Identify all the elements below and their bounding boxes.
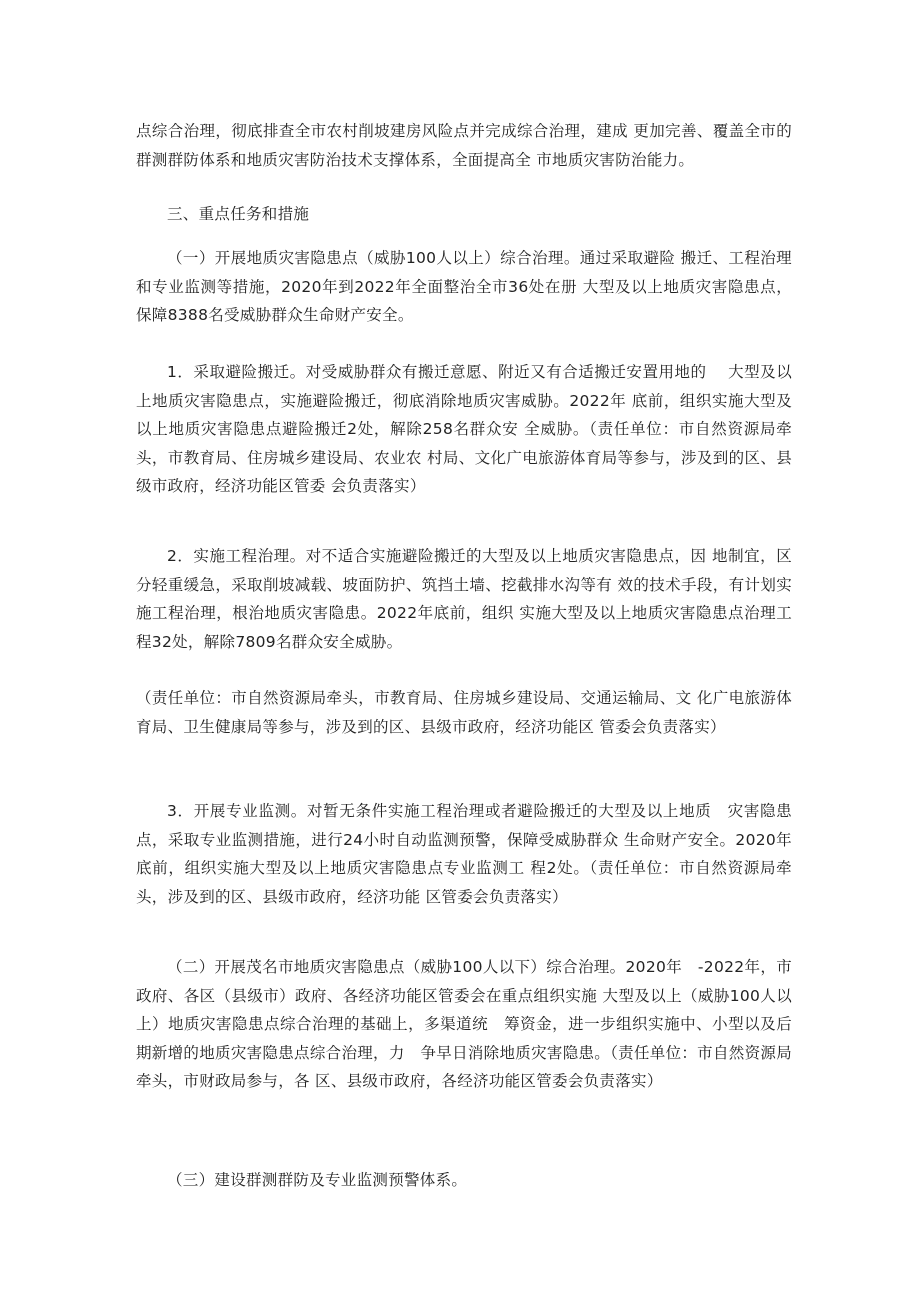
paragraph-item-1: （一）开展地质灾害隐患点（威胁100人以上）综合治理。通过采取避险 搬迁、工程治理和专业监测等措施，2020年到2022年全面整治全市36处在册 大型及以上地质灾害隐患点，保障8388名受威胁群众生命财产安全。 (136, 249, 792, 324)
paragraph-subitem-2-responsibility: （责任单位：市自然资源局牵头，市教育局、住房城乡建设局、交通运输局、文 化广电旅游体育局、卫生健康局等参与，涉及到的区、县级市政府，经济功能区 管委会负责落实） (136, 689, 792, 736)
paragraph-subitem-3: 3．开展专业监测。对暂无条件实施工程治理或者避险搬迁的大型及以上地质 灾害隐患点，采取专业监测措施，进行24小时自动监测预警，保障受威胁群众 生命财产安全。2020年底前，组织实施大型及以上地质灾害隐患点专业监测工 程2处。（责任单位：市自然资源局牵头，涉及到的区、县级市政府，经济功能 区管委会负责落实） (136, 802, 792, 906)
paragraph-intro-continuation: 点综合治理，彻底排查全市农村削坡建房风险点并完成综合治理，建成 更加完善、覆盖全市的群测群防体系和地质灾害防治技术支撑体系，全面提高全 市地质灾害防治能力。 (136, 122, 792, 169)
paragraph-subitem-2: 2．实施工程治理。对不适合实施避险搬迁的大型及以上地质灾害隐患点，因 地制宜，区分轻重缓急，采取削坡减载、坡面防护、筑挡土墙、挖截排水沟等有 效的技术手段，有计划实施工程治理，根治地质灾害隐患。2022年底前，组织 实施大型及以上地质灾害隐患点治理工程32处，解除7809名群众安全威胁。 (136, 547, 792, 651)
paragraph-item-2: （二）开展茂名市地质灾害隐患点（威胁100人以下）综合治理。2020年 -2022年，市政府、各区（县级市）政府、各经济功能区管委会在重点组织实施 大型及以上（威胁100人以上）地质灾害隐患点综合治理的基础上，多渠道统 筹资金，进一步组织实施中、小型以及后期新增的地质灾害隐患点综合治理，力 争早日消除地质灾害隐患。（责任单位：市自然资源局牵头，市财政局参与，各 区、县级市政府，各经济功能区管委会负责落实） (136, 958, 792, 1090)
paragraph-item-3-heading: （三）建设群测群防及专业监测预警体系。 (167, 1171, 468, 1189)
section-heading-key-tasks: 三、重点任务和措施 (167, 205, 310, 223)
paragraph-subitem-1: 1．采取避险搬迁。对受威胁群众有搬迁意愿、附近又有合适搬迁安置用地的 大型及以上地质灾害隐患点，实施避险搬迁，彻底消除地质灾害威胁。2022年 底前，组织实施大型及以上地质灾害隐患点避险搬迁2处，解除258名群众安 全威胁。（责任单位：市自然资源局牵头，市教育局、住房城乡建设局、农业农 村局、文化广电旅游体育局等参与，涉及到的区、县级市政府，经济功能区管委 会负责落实） (136, 363, 792, 495)
